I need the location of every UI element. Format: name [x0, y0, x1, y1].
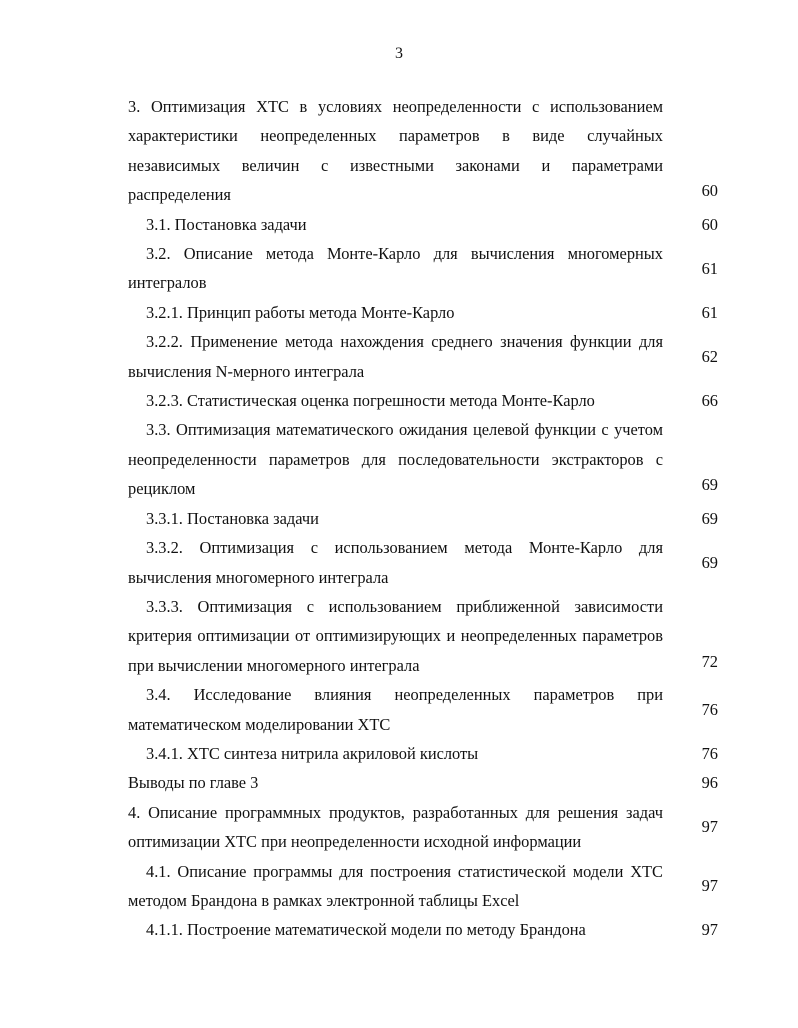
toc-entry-page: 96	[701, 773, 718, 793]
toc-entry-page: 97	[701, 876, 718, 896]
toc-entry-3-4	[128, 680, 718, 739]
toc-entry-page: 97	[701, 920, 718, 940]
toc-entry-3-1	[128, 210, 718, 239]
toc-entry-3-2-2	[128, 327, 718, 386]
toc-entry-text: 4.1. Описание программы для построения статистической модели ХТС методом Брандона в рамках электронной таблицы Excel	[128, 861, 663, 910]
toc-entry-page: 76	[701, 743, 718, 763]
toc-entry-text: 3.4.1. ХТС синтеза нитрила акриловой кислоты	[146, 743, 479, 763]
toc-entry-3-3-2	[128, 533, 718, 592]
toc-entry-3-2	[128, 239, 718, 298]
toc-entry-text: 3.2. Описание метода Монте-Карло для вычисления многомерных интегралов	[128, 244, 663, 293]
toc-entry-4-1-1	[128, 915, 718, 944]
toc-entry-3	[128, 92, 718, 210]
toc-entry-text: 3.1. Постановка задачи	[146, 214, 307, 234]
toc-entry-text: 3.3.3. Оптимизация с использованием приближенной зависимости критерия оптимизации от оптимизирующих и неопределенных параметров при вычислении многомерного интеграла	[128, 596, 663, 675]
page-number: 3	[395, 45, 403, 62]
toc-entry-text: 3.2.3. Статистическая оценка погрешности метода Монте-Карло	[146, 391, 595, 411]
toc-entry-text: 4. Описание программных продуктов, разработанных для решения задач оптимизации ХТС при неопределенности исходной информации	[128, 802, 663, 852]
toc-entry-text: 3.3.1. Постановка задачи	[146, 508, 319, 528]
toc-entry-page: 72	[701, 651, 718, 671]
toc-entry-3-2-1	[128, 298, 718, 327]
table-of-contents	[128, 92, 718, 945]
toc-entry-3-4-1	[128, 739, 718, 768]
toc-entry-3-2-3	[128, 386, 718, 415]
toc-entry-page: 66	[701, 391, 718, 411]
toc-entry-page: 97	[701, 817, 718, 837]
toc-entry-3-3-3	[128, 592, 718, 680]
toc-entry-page: 69	[701, 508, 718, 528]
toc-entry-text: 3.2.2. Применение метода нахождения среднего значения функции для вычисления N-мерного интеграла	[128, 332, 663, 381]
toc-entry-3-3	[128, 415, 718, 503]
toc-entry-3-3-1	[128, 504, 718, 533]
toc-entry-page: 60	[701, 214, 718, 234]
toc-entry-text: 3.2.1. Принцип работы метода Монте-Карло	[146, 302, 455, 322]
toc-entry-page: 69	[701, 552, 718, 572]
toc-entry-page: 62	[701, 346, 718, 366]
toc-entry-page: 60	[701, 181, 718, 201]
toc-entry-text: 3. Оптимизация ХТС в условиях неопределенности с использованием характеристики неопределенных параметров в виде случайных независимых величин с известными законами и параметрами распределения	[128, 97, 663, 205]
toc-entry-page: 76	[701, 699, 718, 719]
toc-entry-page: 69	[701, 475, 718, 495]
toc-entry-text: 3.3. Оптимизация математического ожидания целевой функции с учетом неопределенности параметров для последовательности экстракторов с рециклом	[128, 420, 663, 499]
toc-entry-text: 3.4. Исследование влияния неопределенных параметров при математическом моделировании ХТС	[128, 685, 663, 734]
toc-entry-page: 61	[701, 258, 718, 278]
toc-entry-text: 3.3.2. Оптимизация с использованием метода Монте-Карло для вычисления многомерного интеграла	[128, 538, 663, 587]
toc-entry-conclusions-3	[128, 768, 718, 797]
toc-entry-4	[128, 798, 718, 857]
toc-entry-text: Выводы по главе 3	[128, 773, 259, 793]
toc-entry-4-1	[128, 857, 718, 916]
toc-entry-text: 4.1.1. Построение математической модели по методу Брандона	[146, 920, 586, 940]
toc-entry-page: 61	[701, 302, 718, 322]
